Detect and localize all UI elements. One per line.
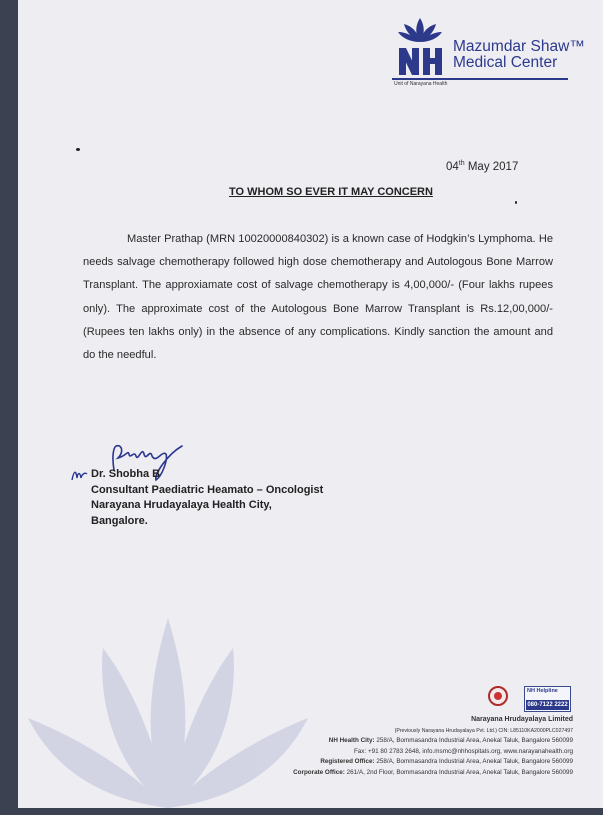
- signatory-city: Bangalore.: [91, 515, 148, 528]
- logo-name-line1: Mazumdar Shaw™: [453, 38, 585, 55]
- letter-date: [446, 160, 518, 173]
- signatory-org: Narayana Hrudayalaya Health City,: [91, 499, 272, 512]
- date-rest: May 2017: [467, 160, 519, 173]
- helpline-number: 080-7122 2222: [527, 702, 568, 708]
- logo-name-line2: Medical Center: [453, 54, 558, 71]
- lotus-watermark-icon: [18, 588, 318, 808]
- nabh-seal-icon: [488, 686, 508, 706]
- speck: [76, 148, 80, 151]
- logo-subtitle: Unit of Narayana Health: [394, 81, 448, 87]
- speck: [515, 201, 517, 204]
- date-day: 04: [446, 160, 459, 173]
- initials-icon: [70, 466, 90, 484]
- nh-lotus-logo-icon: [394, 14, 446, 78]
- signatory-title: Consultant Paediatric Heamato – Oncologist: [91, 483, 324, 496]
- letter-page: [18, 0, 603, 808]
- footer-contact: Fax: +91 80 2783 2648, info.msmc@nhhospitals.org, www.narayanahealth.org: [353, 747, 573, 755]
- helpline-badge: [524, 686, 571, 712]
- footer-registered: Registered Office: 258/A, Bommasandra Industrial Area, Anekal Taluk, Bangalore 560099: [320, 758, 573, 765]
- hospital-logo: [390, 14, 590, 94]
- footer-corporate: Corporate Office: 261/A, 2nd Floor, Bommasandra Industrial Area, Anekal Taluk, Bangalore 560099: [293, 768, 573, 776]
- signatory-block: [91, 467, 323, 530]
- footer-previously: (Previously Narayana Hrudayalaya Pvt. Ltd.) CIN: L85110KA2000PLC027497: [394, 727, 573, 734]
- footer-company: Narayana Hrudayalaya Limited: [471, 716, 573, 723]
- signatory-name: Dr. Shobha B: [91, 468, 161, 480]
- letter-heading: TO WHOM SO EVER IT MAY CONCERN: [229, 186, 433, 198]
- logo-divider: [392, 78, 568, 80]
- letter-body: Master Prathap (MRN 10020000840302) is a known case of Hodgkin’s Lymphoma. He needs salvage chemotherapy followed high dose chemotherapy and Autologous Bone Marrow Transplant. The approxiamate cost of salvage chemotherapy is 4,00,000/- (Four lakhs rupees only). The approximate cost of the Autologous Bone Marrow Transplant is Rs.12,00,000/- (Rupees ten lakhs only) in the absence of any complications. Kindly sanction the amount and do the needful.: [83, 233, 553, 362]
- helpline-label: NH Helpline: [527, 688, 558, 694]
- footer-health-city: NH Health City: 258/A, Bommasandra Industrial Area, Anekal Taluk, Bangalore 560099: [328, 737, 573, 744]
- date-suffix: th: [458, 160, 465, 167]
- letter-footer: [293, 715, 573, 778]
